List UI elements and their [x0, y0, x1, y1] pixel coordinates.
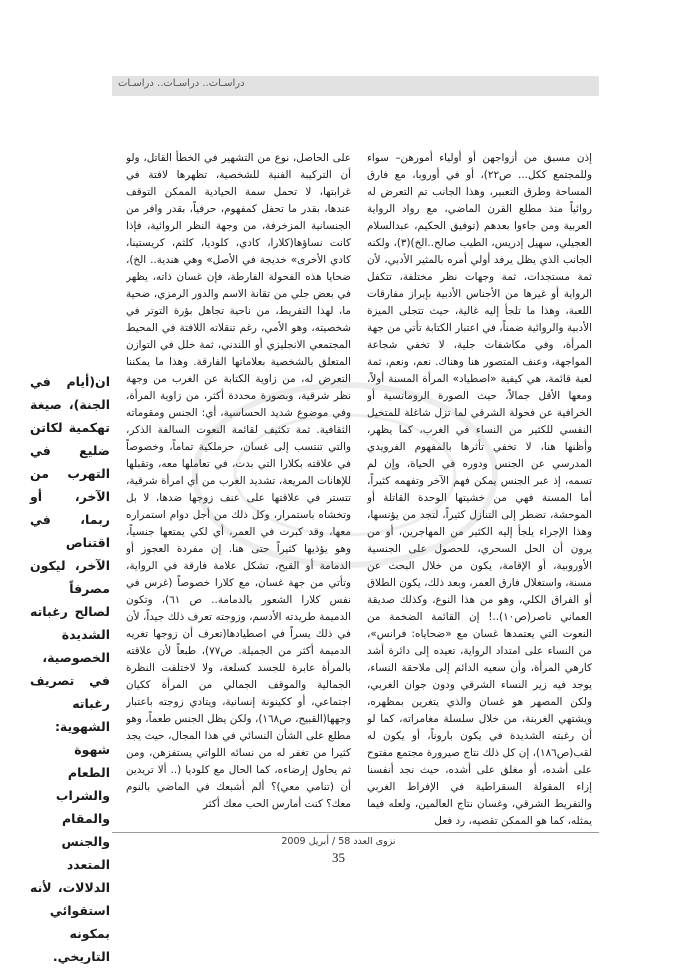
footer-rule [112, 832, 599, 833]
pull-quote: ان(أيام في الجنة)، صيغة تهكمية لكاتن ضليع في التهرب من الآخر، أو ربما، في اقتناص الآخر، ليكون مصرفاً لصالح رغباته الشديدة الخصوصية، في تصريف رغباته الشهوية: شهوة الطعام والشراب والمقام والجنس المتعدد الدلالات، لأنه استقوائي بمكونه التاريخي. [30, 374, 110, 964]
article-column-right [367, 150, 592, 830]
column-middle-text: على الحاصل، نوع من التشهير في الخطأ القاتل، ولو أن التركيبة الفنية للشخصية، تظهرها لافتة في غرابتها، لا تحمل سمة الحيادية الممكن التوقف عندها، بقدر ما تحفل كمفهوم، حرفياً، بقدر وافر من الجنسانية المزخرفة، من وجهة النظر الروائية، فإذا كانت نساؤها(كلارا، كادي، كلوديا، كلثم، كريستينا، كادي الأخرى» خديجة في الأصل» وهي هندية.. الخ)، ضحايا هذه الفحولة الفارطة، فإن غسان ذاته، يظهر في بعض جلي من تقانة الاسم والدور الرمزي، ضحية ما، لهذا التفريط، من ناحية تجاهل بؤرة التوتر في شخصيته، وهو الأمي، رغم تنقلاته اللافتة في المحيط المجتمعي الانجليزي أو اللندني، ثمة خلل في التوازن المتعلق بالشخصية بعلاماتها الفارقة. وهذا ما يمكننا التعرض له، من زاوية الكتابة عن الغرب من وجهة نظر شرقية، وبصورة محددة أكثر، من زاوية المرأة، وفي موضوع شديد الحساسية، أي: الجنس ومقوماته الثقافية. ثمة تكثيف لقائمة النعوت السالفة الذكر، والتي تنتسب إلى غسان، حرملكية تماماً، وخصوصاً في علاقته بكلارا التي بدت، في تعاملها معه، وتقبلها للإهانات المريعة، تشديد الغرب من أي امرأة شرقية، تتستر في علاقتها على عنف زوجها ضدها، لا بل وتخشاه باستمرار، وكل ذلك من أجل دوام استمراره معها، وقد كبرت في العمر، أي لكي يمتعها جنسياً، وهو يؤذيها كثيراً حتى هنا. إن مفردة العجوز أو الدمامة أو القبح، تشكل علامة فارقة في الرواية، وتأتي من جهة غسان، مع كلارا خصوصاً (غرس في نفس كلارا الشعور بالدمامة.. ص ٦١)، وتكون الدميمة طريدته الأدسم، وزوجته تعرف ذلك جيداً، لأن في ذلك يسراً في اصطيادها(تعرف أن زوجها تغريه الدميمة أكثر من الجميلة. ص٧٧)، طبعاً لأن علاقته بالمرأة عابرة للجسد كسلعة، ولا لاختلفت النظرة الجمالية والموقف الجمالي من المرأة ككيان اجتماعي، أو ككينونة إنسانية، ويتادي زوجته باعتبار وجهها(القبيح، ص١٦٨)، ولكن يظل الجنس طعماً، وهو مطلع على الشأن النسائي في هذا المجال، حيث يجد كثيرا من تغفر له من نسائه اللواتي يستفزهن، ومن ثم يحاول إرضاءه، كما الحال مع كلوديا (.. ألا تريدين أن (تنامي معي)؟ ألم أشبعك في الماضي بالنوم معك؟ كنت أمارس الحب معك أكثر [126, 152, 351, 810]
column-right-text: إذن مسبق من أزواجهن أو أولياء أمورهن– سواء وللمجتمع ككل... ص٢٢)، أو في أوروبا، مع فارق المساحة وطرق التعبير، وهذا الجانب تم التعرض له روائياً منذ مطلع القرن الماضي، مع رواد الرواية العربية ومن جاءوا بعدهم (توفيق الحكيم، عبدالسلام العجيلي، سهيل إدريس، الطيب صالح..الخ)(٣)، ولكنه الجانب الذي يظل يرفد أولي أمره بالمثير الأدبي، لأن ثمة مستجدات، ثمة وجهات نظر مختلفة، تتكفل الرواية أو غيرها من الأجناس الأدبية بإبراز مفارقات اللعبة، وهذا ما تلجأ إليه غالية، حيث تتجلى الميزة الأدبية والروائية ضمناً، في اعتبار الكتابة تأتي من جهة المرأة، وفي مكاشفات جلية، لا تخفي شجاعة المواجهة، وعنف المتصور هنا وهناك. نعم، ونعم، ثمة لعبة قائمة، هي كيفية «اصطياد» المرأة المسنة أولاً، ومعها الأقل جمالاً، حيث الصورة الرومانسية أو الخرافية عن فحولة الشرقي لما تزل شاغلة للمتخيل النفسي للكثير من النساء في الغرب، كما يظهر، وأظنها هنا، لا تخفي تأثرها بالمفهوم الفرويدي المدرسي عن الجنس ودوره في الحياة، وإن لم تسمه، إذ عبر الجنس يمكن فهم الآخر وتفهمه كثيراً، أما المسنة فهي من خشيتها الوحدة القاتلة أو الموحشة، تضطر إلى التنازل كثيراً، لتجد من يؤنسها، وهذا الإجراء يلجأ إليه الكثير من المهاجرين، أو من يرون أن الحل السحري، للحصول على الجنسية الأوروبية، أو الإقامة، يكون من خلال البحث عن مسنة، واستغلال فارق العمر، وبعد ذلك، يكون الطلاق أو الفراق الكلي، وهو من هذا النوع، وكذلك صديقة العماني ناصر(ص١٠)..! إن القائمة الضخمة من النعوت التي يعتمدها غسان مع «ضحاياه: فرانس»، من النساء على امتداد الرواية، تعيده إلى دائرة أشد كارهي المرأة، وأن سعيه الدائم إلى ملاحقة النساء، يوجد فيه زير النساء الشرقي ودون جوان الغربي، ولكن المصهر هو غسان والذي يتغرين بمظهره، ويشتهي الغربنة، من خلال سلسلة مغامراته، كما لو أن رغبته الشديدة في يكون باروناً، أو يكون له لقب(ص١٨٦)، إن كل ذلك نتاج صيرورة مجتمع مفتوح على أشده، أو مغلق على أشده، حيث نجد أنفسنا إزاء المقولة السقراطية في الإفراط الغربي والتفريط الشرقي، وغسان نتاج العالمين، ولعله فيما يمثله، كما هو الممكن تقصيه، رد فعل [367, 152, 592, 827]
section-header-label: دراسـات.. دراسـات.. دراسـات [118, 78, 245, 89]
page-number: 35 [332, 850, 345, 865]
footer-issue: نزوى العدد 58 / أبريل 2009 [281, 836, 396, 847]
article-column-middle [126, 150, 351, 830]
